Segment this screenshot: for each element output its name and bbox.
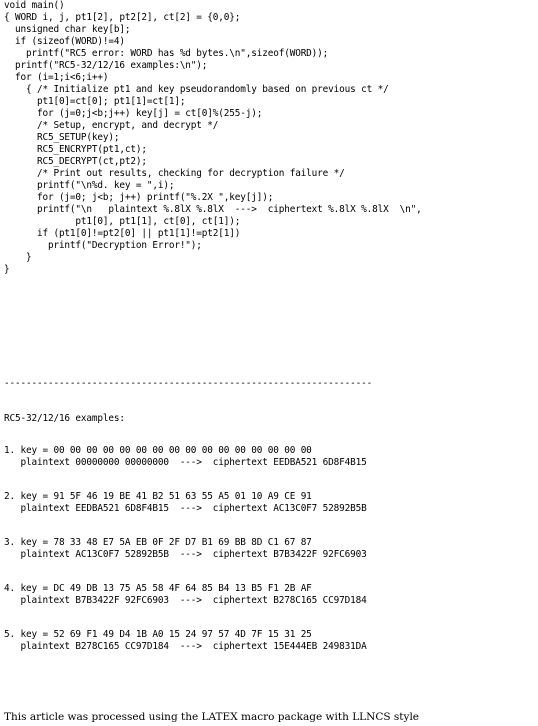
example-result-line: plaintext AC13C0F7 52892B5B ---> ciphertext B7B3422F 92FC6903	[4, 549, 367, 560]
example-block	[4, 629, 367, 653]
example-key-line: 1. key = 00 00 00 00 00 00 00 00 00 00 00 00 00 00 00 00	[4, 445, 312, 456]
example-result-line: plaintext B7B3422F 92FC6903 ---> ciphertext B278C165 CC97D184	[4, 595, 367, 606]
footer-note: This article was processed using the LATEX macro package with LLNCS style	[4, 711, 420, 723]
separator-line: -------------------------------------------------------------------	[4, 378, 373, 389]
example-block	[4, 491, 367, 515]
example-block	[4, 445, 367, 469]
example-result-line: plaintext B278C165 CC97D184 ---> ciphertext 15E444EB 249831DA	[4, 641, 367, 652]
example-key-line: 5. key = 52 69 F1 49 D4 1B A0 15 24 97 57 4D 7F 15 31 25	[4, 629, 312, 640]
example-key-line: 2. key = 91 5F 46 19 BE 41 B2 51 63 55 A5 01 10 A9 CE 91	[4, 491, 312, 502]
example-result-line: plaintext EEDBA521 6D8F4B15 ---> ciphertext AC13C0F7 52892B5B	[4, 503, 367, 514]
example-key-line: 3. key = 78 33 48 E7 5A EB 0F 2F D7 B1 69 BB 8D C1 67 87	[4, 537, 312, 548]
example-result-line: plaintext 00000000 00000000 ---> ciphertext EEDBA521 6D8F4B15	[4, 457, 367, 468]
example-key-line: 4. key = DC 49 DB 13 75 A5 58 4F 64 85 B4 13 B5 F1 2B AF	[4, 583, 312, 594]
code-listing: void main() { WORD i, j, pt1[2], pt2[2], ct[2] = {0,0}; unsigned char key[b]; if (sizeof(WORD)!=4) printf("RC5 error: WORD has %d bytes.\n",sizeof(WORD)); printf("RC5-32/12/16 examples:\n"); for (i=1;i<6;i++) { /* Initialize pt1 and key pseudorandomly based on previous ct */ pt1[0]=ct[0]; pt1[1]=ct[1]; for (j=0;j<b;j++) key[j] = ct[0]%(255-j); /* Setup, encrypt, and decrypt */ RC5_SETUP(key); RC5_ENCRYPT(pt1,ct); RC5_DECRYPT(ct,pt2); /* Print out results, checking for decryption failure */ printf("\n%d. key = ",i); for (j=0; j<b; j++) printf("%.2X ",key[j]); printf("\n plaintext %.8lX %.8lX ---> ciphertext %.8lX %.8lX \n", pt1[0], pt1[1], ct[0], ct[1]); if (pt1[0]!=pt2[0] || pt1[1]!=pt2[1]) printf("Decryption Error!"); } }	[4, 0, 422, 275]
examples-heading: RC5-32/12/16 examples:	[4, 413, 125, 424]
example-block	[4, 583, 367, 607]
examples-list	[4, 445, 367, 675]
example-block	[4, 537, 367, 561]
